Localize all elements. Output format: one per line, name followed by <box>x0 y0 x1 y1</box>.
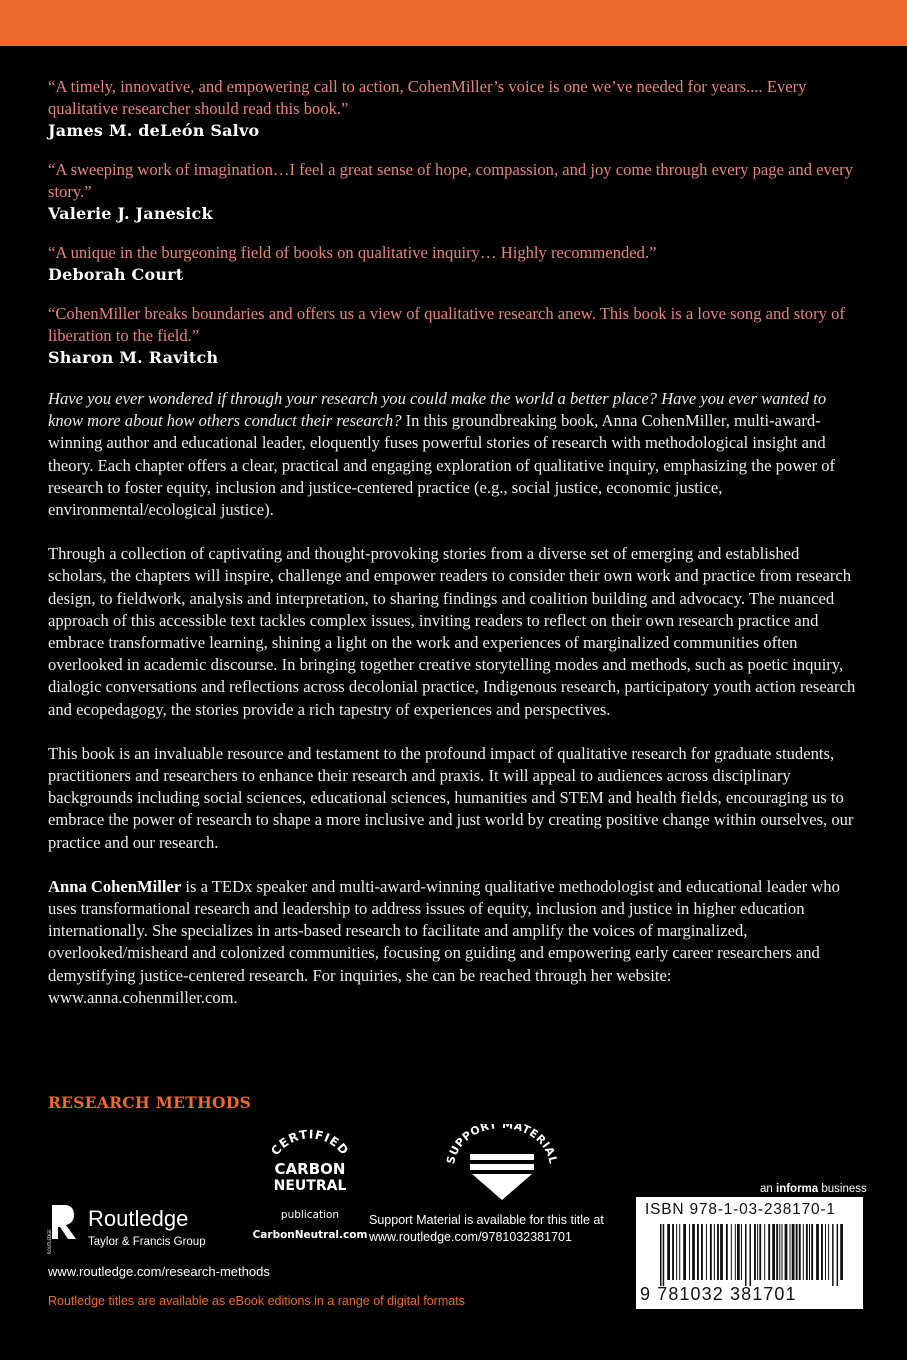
quote-text: “CohenMiller breaks boundaries and offers us a view of qualitative research anew. This book is a love song and story of liberation to the field.” <box>48 304 845 345</box>
barcode-bar <box>731 1224 732 1280</box>
barcode-bar <box>717 1224 719 1280</box>
barcode-bar <box>745 1224 747 1286</box>
endorsement-quote <box>48 303 858 369</box>
support-download-icon <box>440 1124 565 1204</box>
barcode-bar <box>683 1224 686 1280</box>
barcode-bars <box>646 1224 851 1286</box>
quote-author: Sharon M. Ravitch <box>48 348 219 367</box>
barcode-bar <box>737 1224 740 1280</box>
carbon-line3: NEUTRAL <box>273 1178 347 1192</box>
barcode-digits: 9 781032 381701 <box>640 1284 797 1304</box>
barcode-bar <box>714 1224 715 1280</box>
ebook-note: Routledge titles are available as eBook editions in a range of digital formats <box>48 1294 465 1308</box>
barcode-bar <box>741 1224 742 1280</box>
barcode-bar <box>672 1224 674 1280</box>
isbn-barcode <box>636 1197 863 1309</box>
routledge-icon <box>48 1203 80 1255</box>
barcode-bar <box>706 1224 707 1280</box>
support-material-badge <box>440 1124 565 1204</box>
barcode-bar <box>816 1224 819 1280</box>
barcode-bar <box>768 1224 770 1280</box>
support-url: www.routledge.com/9781032381701 <box>369 1230 572 1244</box>
barcode-bar <box>799 1224 801 1280</box>
publisher-name: Routledge <box>88 1206 189 1231</box>
carbon-line2: CARBON <box>274 1160 346 1178</box>
support-line1: Support Material is available for this title at <box>369 1213 604 1227</box>
barcode-bar <box>764 1224 765 1280</box>
support-badge-text: SUPPORT MATERIAL <box>444 1124 560 1166</box>
publisher-group: Taylor & Francis Group <box>88 1236 206 1248</box>
barcode-bar <box>828 1224 829 1280</box>
series-label: RESEARCH METHODS <box>48 1093 252 1112</box>
barcode-bar <box>803 1224 804 1280</box>
barcode-bar <box>735 1224 736 1280</box>
series-url: www.routledge.com/research-methods <box>48 1264 270 1279</box>
barcode-bar <box>837 1224 839 1286</box>
informa-brand: informa <box>776 1183 819 1195</box>
endorsement-quote <box>48 242 858 286</box>
barcode-bar <box>806 1224 808 1280</box>
barcode-bar <box>697 1224 699 1280</box>
endorsement-quote <box>48 159 858 225</box>
author-name: Anna CohenMiller <box>48 876 182 896</box>
carbon-certified-text: CERTIFIED <box>268 1127 352 1159</box>
quote-author: Deborah Court <box>48 265 184 284</box>
quote-text: “A timely, innovative, and empowering call to action, CohenMiller’s voice is one we’ve needed for years.... Every qualitative researcher should read this book.” <box>48 77 807 118</box>
barcode-bar <box>660 1224 662 1286</box>
barcode-bar <box>720 1224 723 1280</box>
description-paragraph: This book is an invaluable resource and testament to the profound impact of qualitative research for graduate students, practitioners and researchers to enhance their research and praxis. It will appeal to audiences across disciplinary backgrounds including social sciences, educational sciences, humanities and STEM and health fields, encouraging us to embrace the power of research to shape a more inclusive and just world by creating positive change within ourselves, our practice and our research. <box>48 743 854 852</box>
barcode-bar <box>776 1224 778 1280</box>
barcode-bar <box>792 1224 795 1280</box>
barcode-bar <box>785 1224 788 1280</box>
quote-author: James M. deLeón Salvo <box>48 121 260 140</box>
barcode-bar <box>754 1224 756 1280</box>
barcode-bar <box>832 1224 834 1286</box>
barcode-bar <box>796 1224 798 1280</box>
routledge-logo <box>48 1203 238 1255</box>
author-bio-text: is a TEDx speaker and multi-award-winning qualitative methodologist and educational leader who uses transformational research and leadership to address issues of equity, inclusion and justice in higher education internationally. She specializes in arts-based research to facilitate and amplify the voices of marginalized, overlooked/misheard and colonized communities, focusing on guiding and empowering early career researchers and demystifying justice-centered research. For inquiries, she can be reached through her website: www.anna.cohenmiller.com. <box>48 876 840 1007</box>
barcode-bar <box>757 1224 758 1280</box>
carbon-neutral-badge <box>250 1122 370 1246</box>
barcode-bar <box>782 1224 783 1280</box>
carbon-neutral-icon <box>250 1122 370 1192</box>
barcode-bar <box>772 1224 775 1280</box>
quote-text: “A unique in the burgeoning field of books on qualitative inquiry… Highly recommended.” <box>48 243 657 262</box>
carbon-site: CarbonNeutral.com <box>252 1229 368 1241</box>
barcode-bar <box>840 1224 843 1280</box>
description-paragraph <box>48 388 858 521</box>
barcode-bar <box>676 1224 677 1280</box>
barcode-bar <box>811 1224 813 1280</box>
routledge-vertical-text: ROUTLEDGE <box>47 1229 52 1254</box>
barcode-bar <box>790 1224 791 1280</box>
quote-text: “A sweeping work of imagination…I feel a great sense of hope, compassion, and joy come through every page and every story.” <box>48 160 853 201</box>
svg-text:CERTIFIED <box>268 1127 352 1158</box>
quote-author: Valerie J. Janesick <box>48 204 213 223</box>
description-paragraph: Through a collection of captivating and thought-provoking stories from a diverse set of emerging and established scholars, the chapters will inspire, challenge and empower readers to consider their own work and practice from research design, to fieldwork, analysis and interpretation, to sharing findings and coalition building and advocacy. The nuanced approach of this accessible text tackles complex issues, inviting readers to reflect on their own research practice and embrace transformative learning, shining a light on the work and experiences of marginalized communities often overlooked in academic discourse. In bringing together creative storytelling modes and methods, such as poetic inquiry, dialogic conversations and reflections across decolonial practice, Indigenous research, participatory youth action research and ecopedagogy, the stories provide a rich tapestry of experiences and perspectives. <box>48 544 856 719</box>
barcode-bar <box>821 1224 823 1280</box>
barcode-bar <box>809 1224 810 1280</box>
informa-business: an informa business <box>760 1183 867 1195</box>
barcode-bar <box>750 1224 752 1286</box>
description-intro-italic: Have you ever wondered if through your research you could make the world a better place? Have you ever wanted to know more about how others conduct their research? <box>48 389 827 431</box>
barcode-bar <box>663 1224 665 1286</box>
author-bio <box>48 876 858 1009</box>
endorsement-quote <box>48 76 858 142</box>
barcode-bar <box>701 1224 703 1280</box>
carbon-publication-label: publication <box>280 1209 340 1221</box>
barcode-bar <box>679 1224 680 1280</box>
support-material-note <box>369 1212 604 1246</box>
barcode-bar <box>667 1224 670 1280</box>
barcode-bar <box>759 1224 761 1280</box>
isbn-label: ISBN 978-1-03-238170-1 <box>645 1201 836 1218</box>
barcode-bar <box>692 1224 695 1280</box>
barcode-bar <box>825 1224 826 1280</box>
barcode-bar <box>710 1224 712 1280</box>
barcode-bar <box>689 1224 690 1280</box>
barcode-bar <box>779 1224 780 1280</box>
barcode-bar <box>726 1224 728 1280</box>
back-cover-text <box>48 76 858 1031</box>
top-color-band <box>0 0 907 46</box>
description-intro-rest: In this groundbreaking book, Anna CohenMiller, multi-award-winning author and educational leader, eloquently fuses powerful stories of research with methodological insight and theory. Each chapter offers a clear, practical and engaging exploration of qualitative inquiry, emphasizing the power of research to foster equity, inclusion and justice-centered practice (e.g., social justice, economic justice, environmental/ecological justice). <box>48 411 836 520</box>
